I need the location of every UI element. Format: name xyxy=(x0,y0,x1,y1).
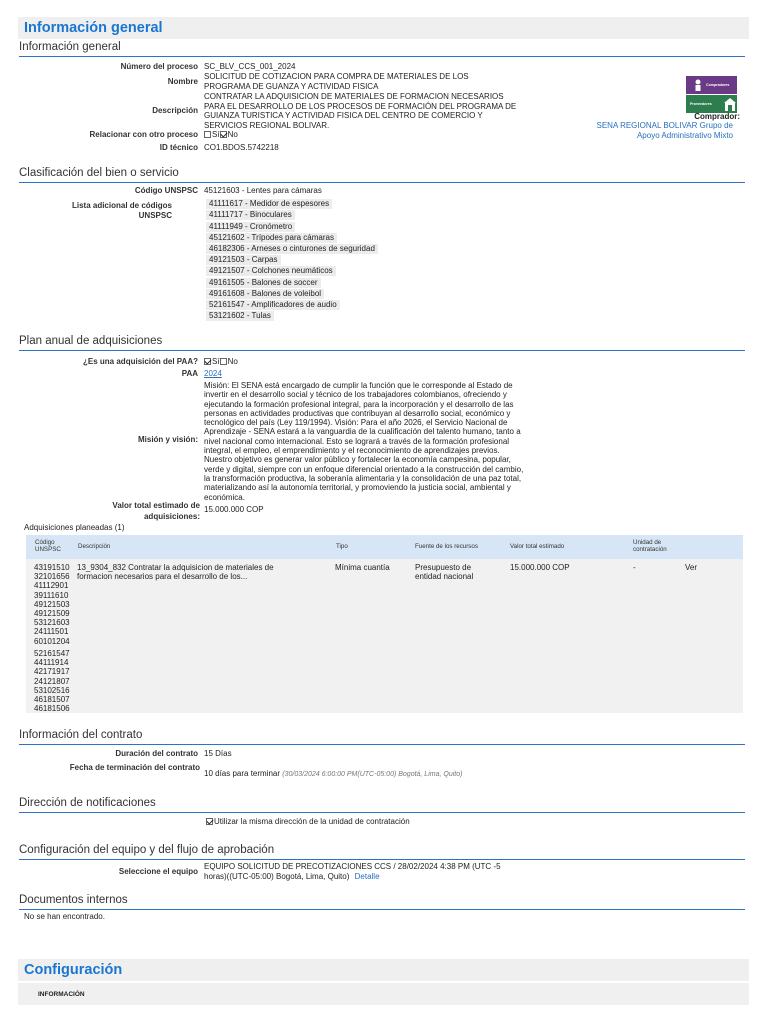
clasificacion-section-title: Clasificación del bien o servicio xyxy=(19,167,745,183)
descripcion-value: CONTRATAR LA ADQUISICION DE MATERIALES DE FORMACION NECESARIOS PARA EL DESARROLLO DE LOS PROCESOS DE FORMACIÓN DEL PROGRAMA DE GUIANZA TURISTICA Y ACTIVIDAD FISICA DEL CENTRO DE COMERCIO Y SERVICIOS REGIONAL BOLIVAR. xyxy=(204,92,517,130)
contrato-section-title: Información del contrato xyxy=(19,729,745,745)
equipo-text: EQUIPO SOLICITUD DE PRECOTIZACIONES CCS / 28/02/2024 4:38 PM (UTC -5 horas)((UTC-05:00) Bogotá, Lima, Quito) xyxy=(204,862,501,881)
comprador-label: Comprador: xyxy=(694,112,740,121)
row-unidad: - xyxy=(633,563,636,572)
mision-value: Misión: El SENA está encargado de cumplir la función que le corresponde al Estado de invertir en el desarrollo social y técnico de los trabajadores colombianos, ofreciendo y ejecutando la formación profesional integral, para la incorporación y el desarrollo de las personas en actividades productivas que contribuyan al desarrollo social, económico y tecnológico del país (Ley 119/1994). Visión: Para el año 2026, el Servicio Nacional de Aprendizaje - SENA estará a la vanguardia de la cualificación del talento humano, tanto a nivel nacional como internacional. Esto se logrará a través de la formación profesional integral, el empleo, el emprendimiento y el reconocimiento de aprendizajes previos. Nuestro objetivo es generar valor público y fortalecer la economía campesina, popular, verde y digital, siempre con un enfoque diferencial orientado a la construcción del cambio, la transformación productiva, la soberanía alimentaria y la consolidación de una paz total, materializando así la autonomía territorial, y promoviendo la justicia social, ambiental y económica. xyxy=(204,381,524,502)
notificaciones-option xyxy=(206,817,410,827)
unspsc-code-chip: 41111949 - Cronómetro xyxy=(206,222,295,232)
row-codes-b: 52161547 44111914 42171917 24121807 53102516 46181507 46181506 xyxy=(34,649,70,714)
paa-si-checkbox[interactable] xyxy=(204,358,211,365)
adquisiciones-table-header xyxy=(26,535,743,559)
unspsc-code-chip: 49121507 - Colchones neumáticos xyxy=(206,266,336,276)
th-tipo: Tipo xyxy=(336,543,348,550)
th-unidad: Unidad de contratación xyxy=(633,539,667,553)
relacionar-si-label: Sí xyxy=(212,130,220,139)
lista-codigos-label: Lista adicional de códigos UNSPSC xyxy=(71,201,172,220)
paa-options xyxy=(204,357,238,367)
numero-label: Número del proceso xyxy=(120,62,198,71)
unspsc-code-chip: 49121503 - Carpas xyxy=(206,255,281,265)
notificaciones-section-title: Dirección de notificaciones xyxy=(19,797,745,813)
fecha-countdown: 10 días para terminar xyxy=(204,769,281,778)
equipo-value xyxy=(204,862,524,881)
configuracion-info-label: INFORMACIÓN xyxy=(38,991,85,998)
logo-proveedores-band xyxy=(686,95,737,113)
equipo-detalle-link[interactable]: Detalle xyxy=(354,871,380,881)
configuracion-header: Configuración xyxy=(18,959,749,981)
unspsc-code-chip: 49161505 - Balones de soccer xyxy=(206,278,321,288)
th-valor: Valor total estimado xyxy=(510,543,565,550)
codigo-unspsc-label: Código UNSPSC xyxy=(134,186,198,195)
fecha-detail: (30/03/2024 6:00:00 PM(UTC-05:00) Bogotá, Lima, Quito) xyxy=(282,771,463,778)
relacionar-no-label: No xyxy=(227,130,238,139)
id-tecnico-label: ID técnico xyxy=(159,143,198,152)
fecha-value xyxy=(204,769,462,780)
documentos-section-title: Documentos internos xyxy=(19,894,745,910)
plan-section-title: Plan anual de adquisiciones xyxy=(19,335,745,351)
logo-compradores-band xyxy=(686,76,737,94)
valor-value: 15.000.000 COP xyxy=(204,505,264,514)
general-header: Información general xyxy=(18,17,749,39)
paa-no-label: No xyxy=(227,357,238,366)
relacionar-no-checkbox[interactable] xyxy=(220,131,227,138)
documentos-empty: No se han encontrado. xyxy=(24,912,105,921)
equipo-section-title: Configuración del equipo y del flujo de aprobación xyxy=(19,844,745,860)
row-fuente: Presupuesto de entidad nacional xyxy=(415,563,474,582)
misma-direccion-checkbox[interactable] xyxy=(206,818,213,825)
paa-label: PAA xyxy=(181,369,198,378)
th-codigo: Código UNSPSC xyxy=(35,539,61,553)
duracion-value: 15 Días xyxy=(204,749,232,758)
colombia-compra-logo xyxy=(686,76,737,113)
paa-no-checkbox[interactable] xyxy=(220,358,227,365)
th-fuente: Fuente de los recursos xyxy=(415,543,478,550)
equipo-label: Seleccione el equipo xyxy=(118,867,198,876)
unspsc-code-chip: 53121602 - Tulas xyxy=(206,311,274,321)
row-valor: 15.000.000 COP xyxy=(510,563,570,572)
paa-link[interactable]: 2024 xyxy=(204,369,222,378)
misma-direccion-label: Utilizar la misma dirección de la unidad de contratación xyxy=(214,817,410,826)
unspsc-code-chip: 41111717 - Binoculares xyxy=(206,210,295,220)
mision-label: Misión y visión: xyxy=(137,435,198,444)
id-tecnico-value: CO1.BDOS.5742218 xyxy=(204,143,279,152)
comprador-link[interactable]: SENA REGIONAL BOLIVAR Grupo de Apoyo Administrativo Mixto xyxy=(596,121,733,140)
unspsc-code-chip: 45121602 - Trípodes para cámaras xyxy=(206,233,337,243)
unspsc-code-chip: 41111617 - Medidor de espesores xyxy=(206,199,332,209)
row-codes-a: 43191510 32101656 41112901 39111610 49121503 49121509 53121603 24111501 60101204 xyxy=(34,563,70,646)
fecha-label: Fecha de terminación del contrato xyxy=(69,763,200,772)
row-descripcion: 13_9304_832 Contratar la adquisicion de materiales de formacion necesarios para el desarrollo de los... xyxy=(77,563,274,582)
logo-top-text: Compradores xyxy=(706,83,730,87)
relacionar-options xyxy=(204,130,238,140)
general-section-title: Información general xyxy=(19,41,745,57)
unspsc-code-chip: 46182306 - Arneses o cinturones de seguridad xyxy=(206,244,378,254)
unspsc-code-chip: 52161547 - Amplificadores de audio xyxy=(206,300,340,310)
valor-label: Valor total estimado de adquisiciones: xyxy=(112,501,200,521)
th-descripcion: Descripción xyxy=(78,543,111,550)
nombre-label: Nombre xyxy=(167,77,198,86)
paa-question-label: ¿Es una adquisición del PAA? xyxy=(83,357,198,366)
descripcion-label: Descripción xyxy=(152,106,198,115)
unspsc-code-chip: 49161608 - Balones de voleibol xyxy=(206,289,324,299)
row-ver-link[interactable]: Ver xyxy=(685,563,698,572)
configuracion-info-panel xyxy=(18,983,749,1005)
relacionar-label: Relacionar con otro proceso xyxy=(89,130,198,139)
duracion-label: Duración del contrato xyxy=(115,749,198,758)
adquisiciones-title: Adquisiciones planeadas (1) xyxy=(24,523,125,532)
logo-bottom-text: Proveedores xyxy=(690,102,712,106)
row-tipo: Mínima cuantía xyxy=(335,563,390,572)
building-icon xyxy=(686,95,737,113)
nombre-value: SOLICITUD DE COTIZACION PARA COMPRA DE MATERIALES DE LOS PROGRAMA DE GUANZA Y ACTIVIDAD FISICA xyxy=(204,72,469,91)
paa-si-label: Sí xyxy=(212,357,220,366)
relacionar-si-checkbox[interactable] xyxy=(204,131,211,138)
table-row xyxy=(26,559,743,713)
codigo-unspsc-value: 45121603 - Lentes para cámaras xyxy=(204,186,322,195)
numero-value: SC_BLV_CCS_001_2024 xyxy=(204,62,296,71)
